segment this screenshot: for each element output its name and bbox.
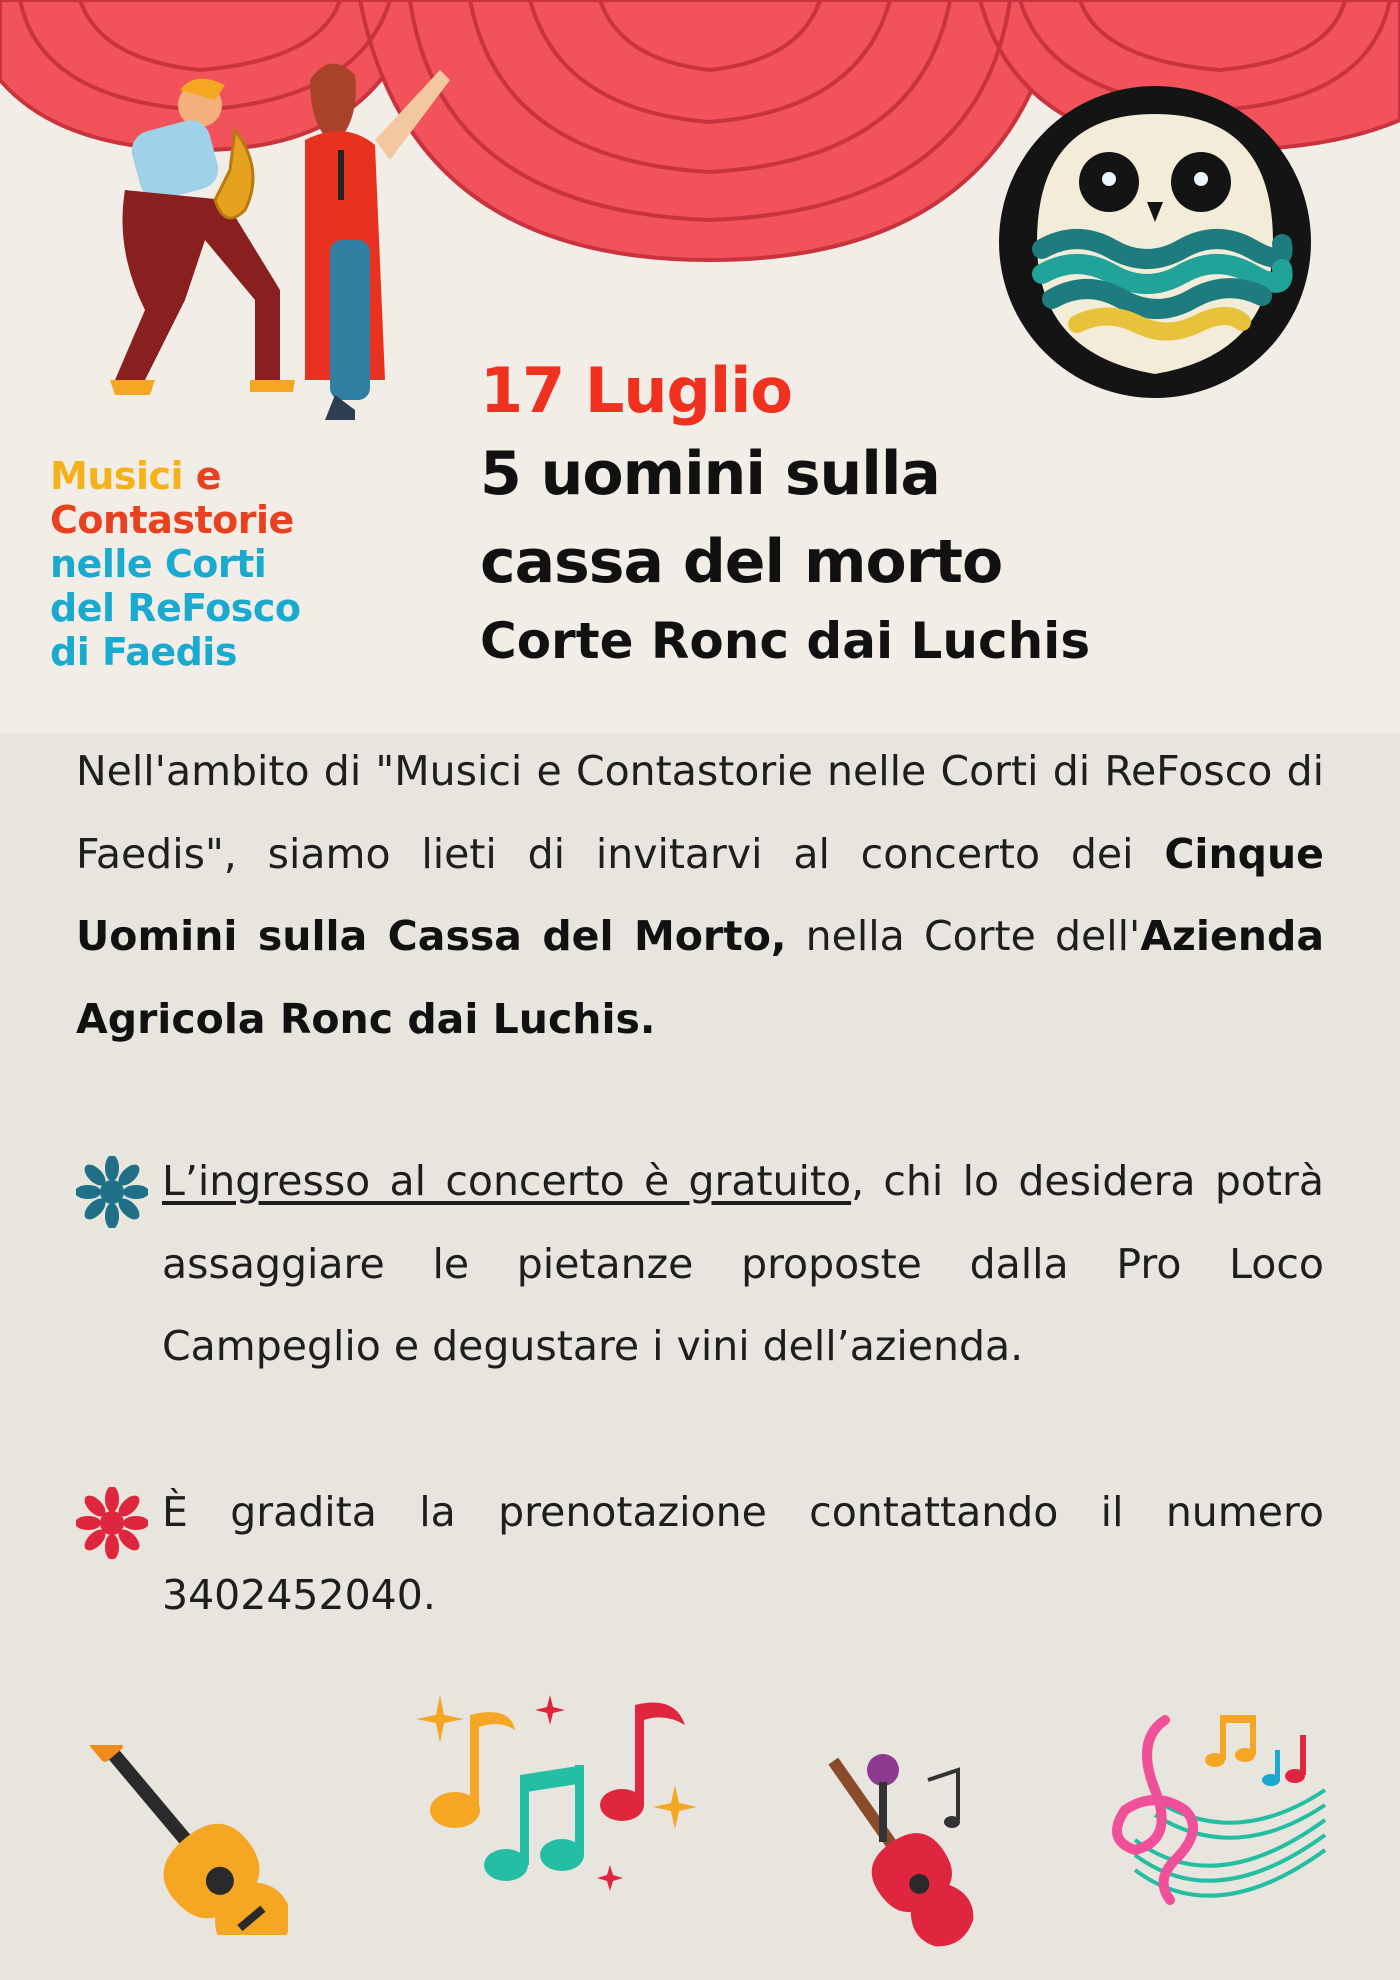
booking-text: È gradita la prenotazione contattando il numero 3402452040. bbox=[162, 1488, 1324, 1619]
red-flower-bullet-icon bbox=[76, 1487, 148, 1559]
event-date: 17 Luglio bbox=[480, 354, 792, 427]
series-title bbox=[50, 454, 350, 674]
event-venue: Corte Ronc dai Luchis bbox=[480, 612, 1091, 670]
intro-part2: nella Corte dell' bbox=[786, 912, 1141, 960]
series-title-line1a: Musici bbox=[50, 454, 184, 498]
entry-info bbox=[76, 1140, 1324, 1388]
teal-flower-bullet-icon bbox=[76, 1156, 148, 1228]
event-title-line1: 5 uomini sulla bbox=[480, 439, 940, 509]
series-title-line1b: e bbox=[195, 454, 222, 498]
series-title-line3: nelle Corti bbox=[50, 542, 267, 586]
series-title-line5: di Faedis bbox=[50, 630, 237, 674]
farm-name: Azienda Agricola Ronc dai Luchis. bbox=[76, 912, 1324, 1043]
entry-details: , chi lo desidera potrà assaggiare le pietanze proposte dalla Pro Loco Campeglio e degustare i vini dell’azienda. bbox=[162, 1157, 1324, 1370]
musicians-illustration-icon bbox=[55, 50, 455, 450]
series-title-line4: del ReFosco bbox=[50, 586, 301, 630]
top-banner bbox=[0, 0, 1400, 733]
event-header bbox=[480, 352, 1260, 674]
event-title-line2: cassa del morto bbox=[480, 527, 1003, 597]
guitar-icon bbox=[78, 1745, 288, 1935]
guitar-microphone-icon bbox=[808, 1740, 988, 1950]
booking-info bbox=[76, 1471, 1324, 1636]
band-name: Cinque Uomini sulla Cassa del Morto, bbox=[76, 829, 1324, 960]
free-entry-text: L’ingresso al concerto è gratuito bbox=[162, 1157, 852, 1205]
music-notes-icon bbox=[410, 1675, 700, 1905]
series-title-line2: Contastorie bbox=[50, 498, 294, 542]
treble-clef-staff-icon bbox=[1095, 1700, 1335, 1920]
intro-part1: Nell'ambito di "Musici e Contastorie nelle Corti di ReFosco di Faedis", siamo lieti di invitarvi al concerto dei bbox=[76, 747, 1324, 878]
intro-paragraph bbox=[76, 730, 1324, 1060]
